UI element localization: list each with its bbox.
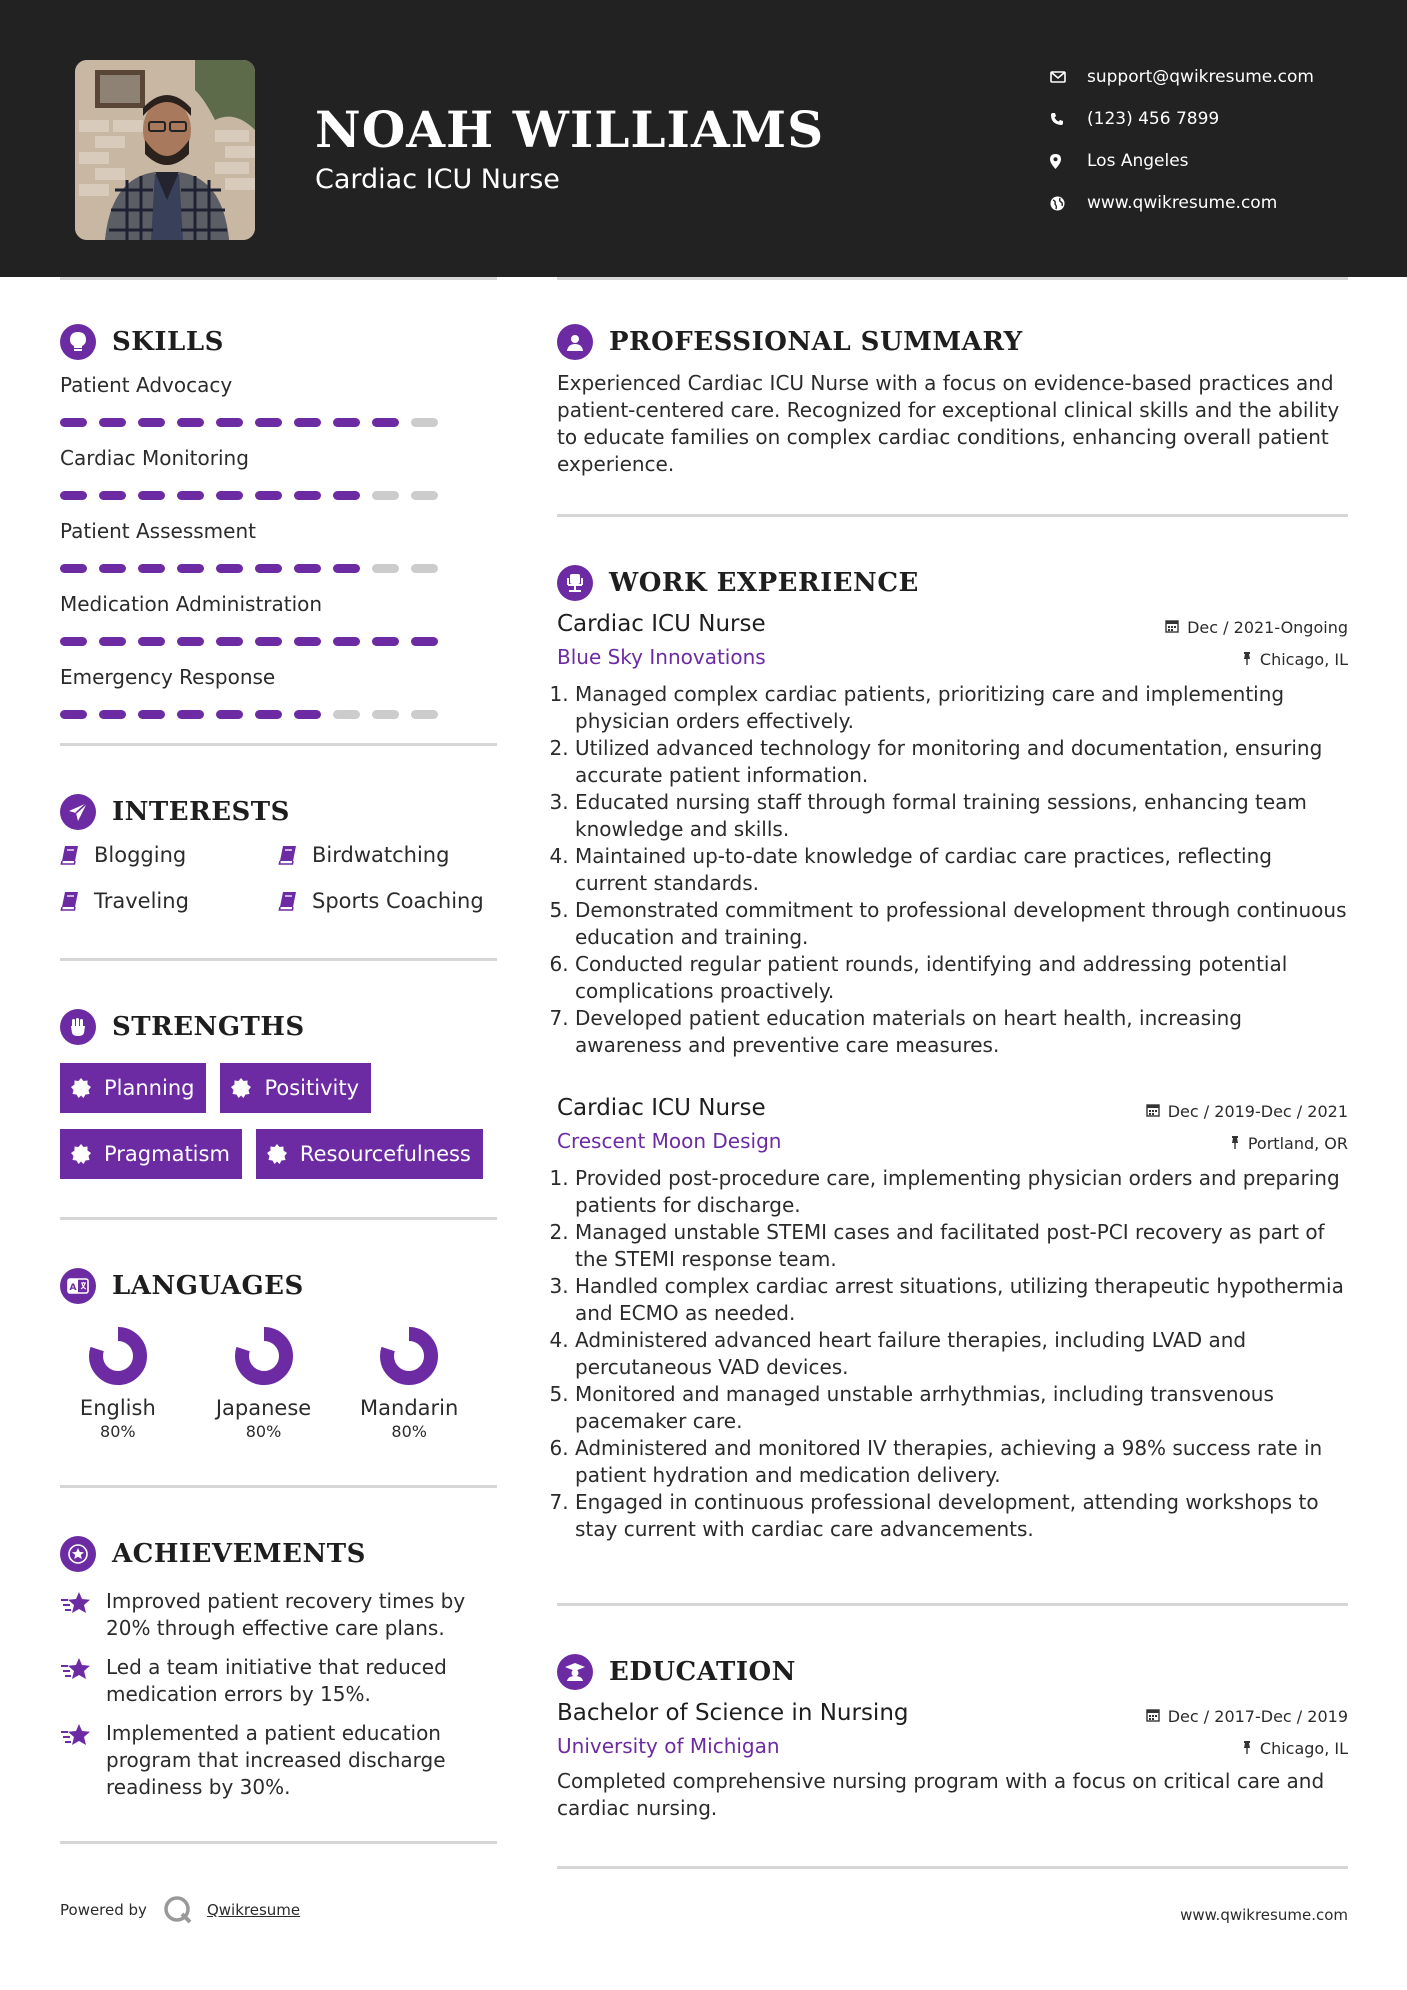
phone-icon: [1050, 112, 1087, 126]
responsibility-item: 3. Handled complex cardiac arrest situations, utilizing therapeutic hypothermia and ECMO as needed.: [575, 1273, 1348, 1327]
skill-level-dot: [177, 637, 204, 646]
contact-email-text: support@qwikresume.com: [1087, 67, 1314, 87]
lightbulb-icon: [60, 324, 96, 360]
book-icon: [278, 891, 312, 911]
responsibility-item: 6. Administered and monitored IV therapies, achieving a 98% success rate in patient hydration and medication delivery.: [575, 1435, 1348, 1489]
skill-level-dot: [333, 710, 360, 719]
responsibility-item: 4. Maintained up-to-date knowledge of cardiac care practices, reflecting current standards.: [575, 843, 1348, 897]
skill-level-dot: [99, 710, 126, 719]
language-proficiency-arc: [242, 1334, 286, 1378]
job-date-text: Dec / 2019-Dec / 2021: [1167, 1102, 1348, 1121]
language-percent: 80%: [391, 1422, 427, 1441]
interest-label: Birdwatching: [312, 843, 450, 867]
skill-level-dot: [60, 418, 87, 427]
skill-level-bar: [60, 491, 497, 500]
badge-icon: [266, 1143, 288, 1165]
skill-level-dot: [216, 491, 243, 500]
skill-level-dot: [177, 710, 204, 719]
achievement-item: [60, 1588, 497, 1642]
calendar-icon: [1165, 618, 1179, 637]
achievements-list: [60, 1588, 497, 1801]
divider: [60, 958, 497, 961]
job-location-text: Portland, OR: [1247, 1134, 1348, 1153]
interest-item: [278, 886, 497, 916]
responsibility-item: 6. Conducted regular patient rounds, identifying and addressing potential complications proactively.: [575, 951, 1348, 1005]
job-location-text: Chicago, IL: [1259, 650, 1348, 669]
skill-level-dot: [216, 564, 243, 573]
degree: Bachelor of Science in Nursing: [557, 1700, 909, 1726]
job-date: [1165, 618, 1348, 637]
footer-powered-by: [60, 1895, 300, 1925]
language-percent: 80%: [100, 1422, 136, 1441]
summary-title: PROFESSIONAL SUMMARY: [609, 327, 1023, 357]
skills-title: SKILLS: [112, 327, 224, 357]
responsibility-item: 2. Utilized advanced technology for monitoring and documentation, ensuring accurate patient information.: [575, 735, 1348, 789]
skill-name: Patient Assessment: [60, 519, 256, 543]
job-entry: [557, 611, 1348, 1059]
skill-level-dot: [99, 418, 126, 427]
interests-title: INTERESTS: [112, 797, 290, 827]
divider: [557, 514, 1348, 517]
language-item: [206, 1326, 352, 1441]
language-item: [351, 1326, 497, 1441]
language-percent: 80%: [245, 1422, 282, 1441]
education-location: Chicago, IL: [1242, 1739, 1348, 1758]
badge-icon: [70, 1143, 92, 1165]
skill-level-dot: [216, 637, 243, 646]
language-name: Japanese: [215, 1396, 312, 1420]
skill-level-dot: [99, 491, 126, 500]
skill-level-dot: [411, 491, 438, 500]
job-header: [557, 1095, 1348, 1121]
skill-level-dot: [177, 418, 204, 427]
top-divider-left: [60, 277, 497, 280]
right-column: [557, 320, 1348, 1869]
skill-level-dot: [177, 491, 204, 500]
languages-section: [60, 1264, 497, 1441]
strength-chip: [60, 1129, 242, 1179]
candidate-name: NOAH WILLIAMS: [315, 100, 825, 159]
job-location: [1230, 1134, 1348, 1153]
skill-level-dot: [294, 710, 321, 719]
skill-level-dot: [372, 491, 399, 500]
qwikresume-logo-icon: [163, 1895, 193, 1925]
candidate-title: Cardiac ICU Nurse: [315, 164, 560, 195]
powered-by-label: Powered by: [60, 1901, 147, 1919]
contact-list: [1050, 56, 1390, 224]
skill-level-dot: [372, 564, 399, 573]
envelope-icon: [1050, 71, 1087, 83]
skill-level-dot: [255, 637, 282, 646]
skill-level-dot: [333, 637, 360, 646]
skill-level-dot: [411, 710, 438, 719]
languages-list: [60, 1326, 497, 1441]
divider: [60, 1841, 497, 1844]
office-chair-icon: [557, 565, 593, 601]
divider: [557, 1866, 1348, 1869]
skill-level-dot: [60, 710, 87, 719]
globe-icon: [1050, 196, 1087, 211]
skill-level-bar: [60, 710, 497, 719]
skill-level-dot: [411, 564, 438, 573]
strength-label: Pragmatism: [104, 1142, 230, 1166]
interest-item: [60, 886, 278, 916]
skill-level-dot: [294, 418, 321, 427]
strength-label: Planning: [104, 1076, 195, 1100]
achievements-section: [60, 1532, 497, 1801]
interests-list: [60, 840, 497, 916]
skill-level-dot: [372, 418, 399, 427]
responsibility-item: 1. Managed complex cardiac patients, prioritizing care and implementing physician orders effectively.: [575, 681, 1348, 735]
pin-icon: [1230, 1134, 1240, 1153]
job-responsibilities: [557, 681, 1348, 1059]
achievement-item: [60, 1720, 497, 1801]
language-name: Mandarin: [360, 1396, 459, 1420]
skill-level-dot: [294, 491, 321, 500]
contact-website-text: www.qwikresume.com: [1087, 193, 1278, 213]
shooting-star-icon: [60, 1654, 106, 1708]
brand-link[interactable]: Qwikresume: [206, 1901, 301, 1919]
company-name: Blue Sky Innovations: [557, 645, 766, 669]
skills-list: [60, 370, 497, 719]
summary-section: [557, 320, 1348, 478]
skill-level-dot: [255, 491, 282, 500]
achievement-text: Implemented a patient education program that increased discharge readiness by 30%.: [106, 1721, 446, 1799]
strength-chip: [60, 1063, 206, 1113]
contact-email[interactable]: [1050, 56, 1390, 98]
divider: [60, 1217, 497, 1220]
badge-icon: [230, 1077, 252, 1099]
divider: [60, 743, 497, 746]
interests-section: [60, 790, 497, 916]
education-section: [557, 1650, 1348, 1822]
achievement-item: [60, 1654, 497, 1708]
strength-label: Resourcefulness: [299, 1142, 471, 1166]
skills-section: [60, 320, 497, 719]
skill-name: Cardiac Monitoring: [60, 446, 249, 470]
education-title: EDUCATION: [609, 1657, 796, 1687]
interest-item: [278, 840, 497, 870]
education-date: Dec / 2017-Dec / 2019: [1146, 1707, 1348, 1726]
skill-level-dot: [60, 491, 87, 500]
skill-level-dot: [216, 710, 243, 719]
jobs-list: [557, 611, 1348, 1543]
strengths-title: STRENGTHS: [112, 1012, 305, 1042]
achievements-title: ACHIEVEMENTS: [112, 1539, 366, 1569]
responsibility-item: 5. Monitored and managed unstable arrhythmias, including transvenous pacemaker care.: [575, 1381, 1348, 1435]
map-pin-icon: [1050, 154, 1087, 169]
interest-label: Sports Coaching: [312, 889, 484, 913]
company-name: Crescent Moon Design: [557, 1129, 782, 1153]
language-proficiency-ring: [379, 1326, 439, 1386]
language-item: [60, 1326, 206, 1441]
language-name: English: [79, 1396, 156, 1420]
divider: [60, 1485, 497, 1488]
language-icon: [60, 1268, 96, 1304]
strength-chip: [256, 1129, 483, 1179]
contact-phone[interactable]: [1050, 98, 1390, 140]
user-icon: [557, 324, 593, 360]
contact-location: [1050, 140, 1390, 182]
skill-level-dot: [255, 418, 282, 427]
skill-level-dot: [60, 564, 87, 573]
interest-label: Blogging: [94, 843, 187, 867]
achievement-text: Led a team initiative that reduced medication errors by 15%.: [106, 1655, 447, 1706]
left-column: [60, 320, 497, 1844]
responsibility-item: 2. Managed unstable STEMI cases and facilitated post-PCI recovery as part of the STEMI response team.: [575, 1219, 1348, 1273]
footer-website[interactable]: www.qwikresume.com: [1180, 1906, 1348, 1924]
education-description: Completed comprehensive nursing program with a focus on critical care and cardiac nursing.: [557, 1769, 1325, 1820]
language-proficiency-ring: [88, 1326, 148, 1386]
skill-level-dot: [216, 418, 243, 427]
job-title: Cardiac ICU Nurse: [557, 611, 766, 637]
strengths-list: [60, 1063, 497, 1179]
responsibility-item: 7. Engaged in continuous professional development, attending workshops to stay current with cardiac care advancements.: [575, 1489, 1348, 1543]
language-proficiency-arc: [387, 1334, 431, 1378]
skill-level-dot: [138, 418, 165, 427]
interest-label: Traveling: [94, 889, 189, 913]
skill-level-dot: [411, 637, 438, 646]
responsibility-item: 3. Educated nursing staff through formal training sessions, enhancing team knowledge and skills.: [575, 789, 1348, 843]
book-icon: [60, 891, 94, 911]
skill-level-dot: [138, 710, 165, 719]
skill-level-dot: [333, 418, 360, 427]
skill-level-dot: [177, 564, 204, 573]
calendar-icon: [1146, 1707, 1160, 1726]
graduate-icon: [557, 1654, 593, 1690]
shooting-star-icon: [60, 1588, 106, 1642]
top-divider-right: [557, 277, 1348, 280]
strengths-section: [60, 1005, 497, 1179]
strength-chip: [220, 1063, 371, 1113]
book-icon: [60, 845, 94, 865]
skill-level-bar: [60, 418, 497, 427]
responsibility-item: 7. Developed patient education materials on heart health, increasing awareness and preventive care measures.: [575, 1005, 1348, 1059]
star-badge-icon: [60, 1536, 96, 1572]
responsibility-item: 1. Provided post-procedure care, implementing physician orders and preparing patients for discharge.: [575, 1165, 1348, 1219]
job-subheader: [557, 1129, 1348, 1153]
book-icon: [278, 845, 312, 865]
education-entry: [557, 1700, 1348, 1822]
job-subheader: [557, 645, 1348, 669]
skill-level-dot: [138, 564, 165, 573]
pin-icon: [1242, 1739, 1252, 1758]
skill-name: Medication Administration: [60, 592, 323, 616]
shooting-star-icon: [60, 1720, 106, 1801]
skill-level-dot: [138, 491, 165, 500]
skill-name: Patient Advocacy: [60, 373, 233, 397]
skill-level-dot: [99, 564, 126, 573]
calendar-icon: [1146, 1102, 1160, 1121]
skill-level-dot: [294, 637, 321, 646]
skill-level-dot: [255, 710, 282, 719]
interest-item: [60, 840, 278, 870]
skill-name: Emergency Response: [60, 665, 276, 689]
responsibility-item: 4. Administered advanced heart failure therapies, including LVAD and percutaneous VAD devices.: [575, 1327, 1348, 1381]
contact-phone-text: (123) 456 7899: [1087, 109, 1220, 129]
school: University of Michigan: [557, 1734, 780, 1758]
profile-photo: [75, 60, 255, 240]
skill-level-bar: [60, 564, 497, 573]
languages-title: LANGUAGES: [112, 1271, 304, 1301]
divider: [557, 1603, 1348, 1606]
language-proficiency-ring: [234, 1326, 294, 1386]
resume-header: [0, 0, 1407, 277]
skill-level-dot: [294, 564, 321, 573]
skill-level-dot: [372, 710, 399, 719]
svg-text:A: A: [69, 1283, 77, 1293]
achievement-text: Improved patient recovery times by 20% through effective care plans.: [106, 1589, 466, 1640]
job-date-text: Dec / 2021-Ongoing: [1187, 618, 1348, 637]
responsibility-item: 5. Demonstrated commitment to professional development through continuous education and training.: [575, 897, 1348, 951]
job-location: [1242, 650, 1348, 669]
strength-label: Positivity: [264, 1076, 359, 1100]
skill-level-dot: [333, 491, 360, 500]
job-entry: [557, 1095, 1348, 1543]
skill-level-dot: [255, 564, 282, 573]
badge-icon: [70, 1077, 92, 1099]
contact-location-text: Los Angeles: [1087, 151, 1189, 171]
skill-level-dot: [333, 564, 360, 573]
pin-icon: [1242, 650, 1252, 669]
fist-icon: [60, 1009, 96, 1045]
work-title: WORK EXPERIENCE: [609, 568, 919, 598]
job-header: [557, 611, 1348, 637]
job-date: [1146, 1102, 1348, 1121]
contact-website[interactable]: [1050, 182, 1390, 224]
job-title: Cardiac ICU Nurse: [557, 1095, 766, 1121]
skill-level-bar: [60, 637, 497, 646]
paper-plane-icon: [60, 794, 96, 830]
skill-level-dot: [138, 637, 165, 646]
language-proficiency-arc: [96, 1334, 140, 1378]
skill-level-dot: [411, 418, 438, 427]
work-section: [557, 561, 1348, 1543]
summary-text: Experienced Cardiac ICU Nurse with a focus on evidence-based practices and patient-centered care. Recognized for exceptional clinical skills and the ability to educate families on complex cardiac conditions, enhancing overall patient experience.: [557, 371, 1340, 476]
skill-level-dot: [372, 637, 399, 646]
job-responsibilities: [557, 1165, 1348, 1543]
skill-level-dot: [99, 637, 126, 646]
skill-level-dot: [60, 637, 87, 646]
